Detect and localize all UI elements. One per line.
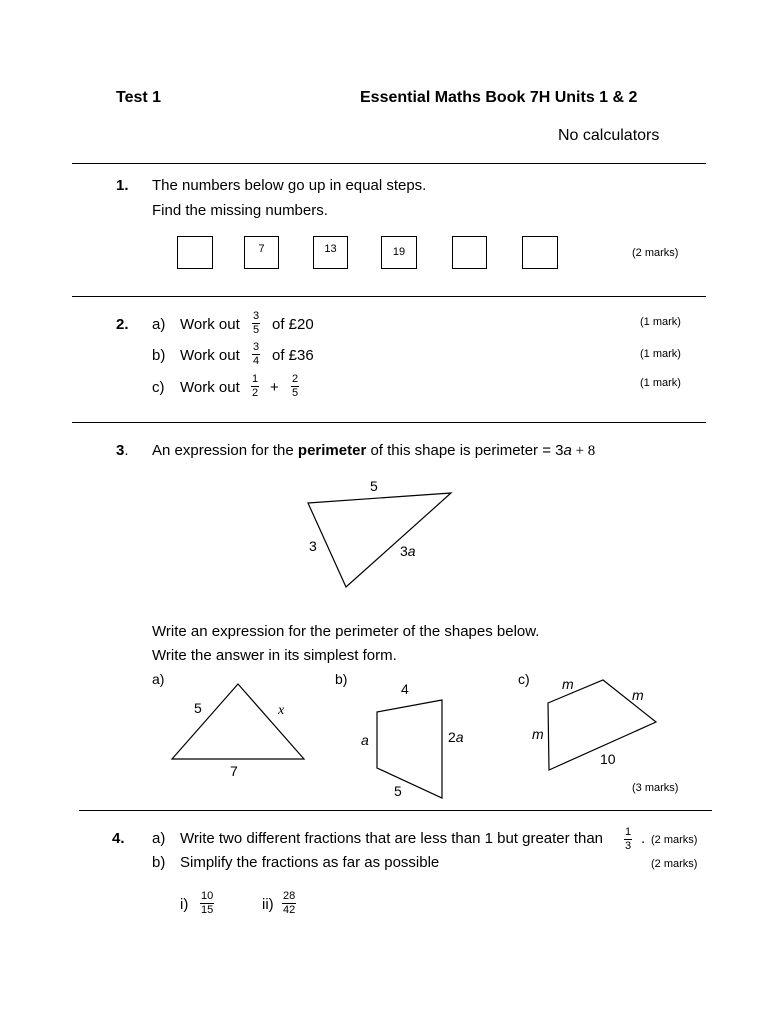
question-number: 2.: [116, 316, 129, 333]
part-text: Write two different fractions that are less than 1 but greater than: [180, 830, 604, 847]
side-label: 4: [401, 681, 409, 697]
part-label: b): [335, 671, 348, 687]
number-box: 19: [381, 236, 417, 269]
part-label: b): [152, 854, 166, 871]
part-label: a): [152, 830, 166, 847]
side-label: x: [278, 703, 285, 718]
side-label: m: [562, 676, 574, 692]
divider: [79, 810, 712, 811]
book-title: Essential Maths Book 7H Units 1 & 2: [360, 89, 638, 106]
fraction: 28 42: [283, 890, 296, 916]
marks-label: (1 mark): [640, 348, 681, 360]
side-label: 5: [370, 478, 378, 494]
fraction: 3 4: [253, 341, 260, 367]
side-label: 2a: [448, 729, 464, 745]
marks-label: (2 marks): [632, 247, 679, 259]
part-text: of £36: [272, 347, 314, 364]
side-label: 5: [394, 783, 402, 799]
part-label: ii): [262, 896, 274, 913]
part-text: Simplify the fractions as far as possible: [180, 854, 440, 871]
question-number: 1.: [116, 177, 129, 194]
number-box: 7: [244, 236, 279, 269]
question-number: 3.: [116, 442, 129, 459]
side-label: 7: [230, 763, 238, 779]
fraction: 1 3: [625, 826, 632, 852]
triangle-a: [172, 684, 304, 759]
part-text: Work out: [180, 379, 240, 396]
marks-label: (3 marks): [632, 782, 679, 794]
marks-label: (1 mark): [640, 377, 681, 389]
part-text: Work out: [180, 316, 240, 333]
part-label: a): [152, 316, 166, 333]
fraction: 10 15: [201, 890, 214, 916]
side-label: 5: [194, 700, 202, 716]
marks-label: (2 marks): [651, 834, 698, 846]
side-label: a: [361, 732, 369, 748]
question-text: An expression for the perimeter of this shape is perimeter = 3a + 8: [152, 442, 596, 459]
part-text: Work out: [180, 347, 240, 364]
fraction: 3 5: [253, 310, 260, 336]
side-label: 10: [600, 751, 616, 767]
part-label: b): [152, 347, 166, 364]
question-text: Write an expression for the perimeter of the shapes below.: [152, 623, 540, 640]
marks-label: (2 marks): [651, 858, 698, 870]
question-number: 4.: [112, 830, 125, 847]
punctuation: .: [641, 830, 646, 847]
subtitle: No calculators: [558, 127, 660, 144]
number-box: 13: [313, 236, 348, 269]
part-label: i): [180, 896, 189, 913]
side-label: 3: [309, 538, 317, 554]
side-label: m: [632, 687, 644, 703]
side-label: m: [532, 726, 544, 742]
main-triangle: [308, 493, 451, 587]
part-label: c): [518, 671, 530, 687]
part-text: of £20: [272, 316, 314, 333]
question-text: Find the missing numbers.: [152, 202, 328, 219]
fraction: 2 5: [292, 373, 299, 399]
operator: +: [270, 379, 279, 396]
part-label: c): [152, 379, 165, 396]
part-label: a): [152, 671, 165, 687]
question-text: Write the answer in its simplest form.: [152, 647, 397, 664]
side-label: 3a: [400, 543, 416, 559]
trapezium-b: [377, 700, 442, 798]
marks-label: (1 mark): [640, 316, 681, 328]
question-text: The numbers below go up in equal steps.: [152, 177, 427, 194]
fraction: 1 2: [252, 373, 259, 399]
test-label: Test 1: [116, 89, 162, 106]
